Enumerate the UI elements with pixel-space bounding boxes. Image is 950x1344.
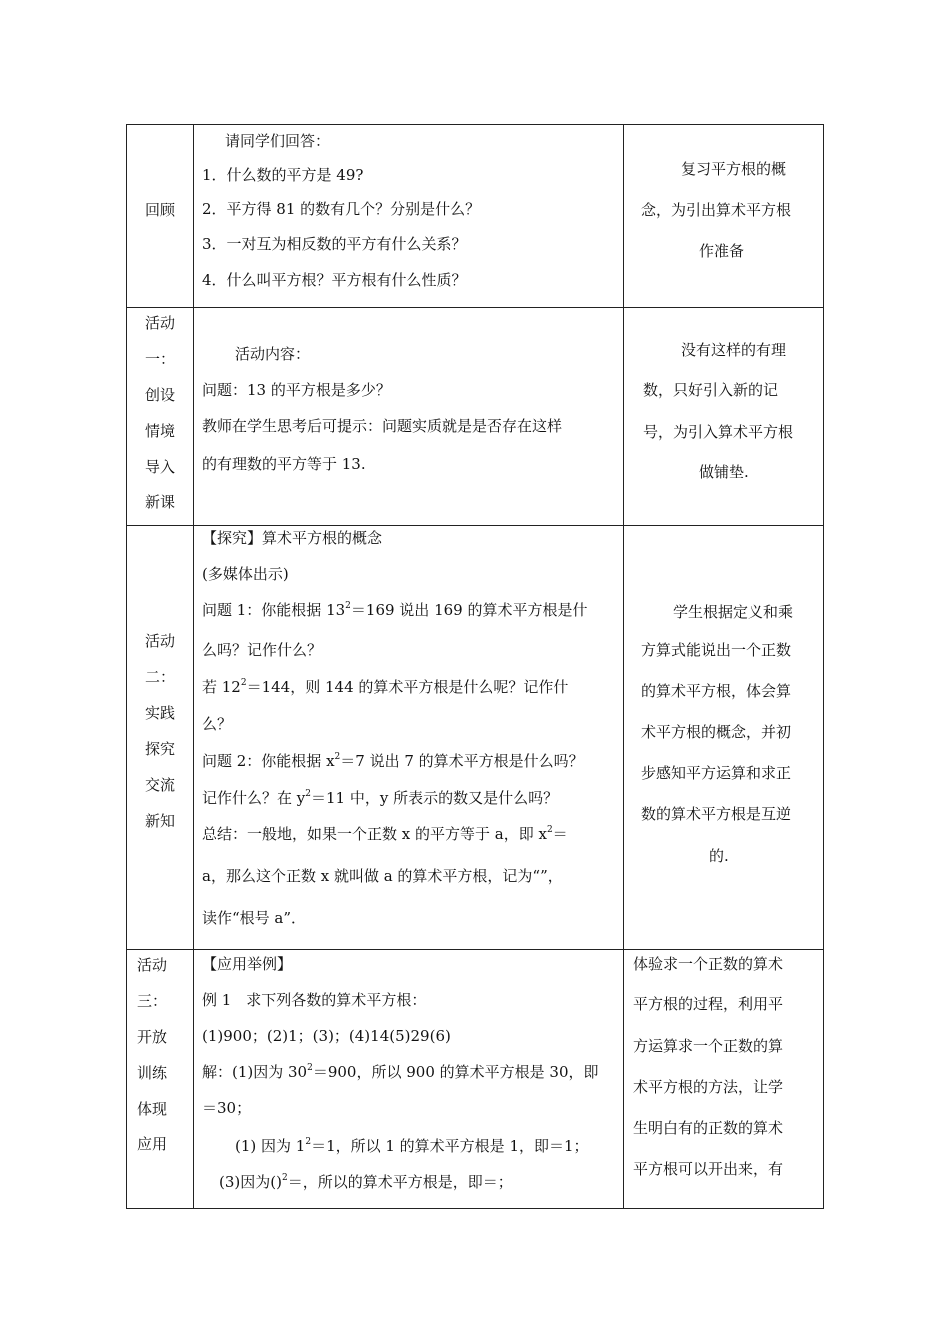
content-line: 问题 1：你能根据 $13^2=169$ 说出 169 的算术平方根是什 — [202, 601, 588, 619]
row-label: 应用 — [137, 1135, 168, 1153]
lesson-plan-table — [126, 124, 824, 1209]
content-line: 活动内容： — [235, 345, 311, 363]
note-line: 数的算术平方根是互逆 — [641, 805, 792, 823]
row-label: 一： — [144, 350, 175, 368]
note-line: 方算式能说出一个正数 — [641, 641, 792, 659]
row-label-cell — [127, 950, 193, 1208]
note-line: 平方根的过程，利用平 — [633, 995, 784, 1013]
section-heading: 【应用举例】 — [202, 955, 293, 973]
note-line: 复习平方根的概 — [681, 160, 787, 178]
content-line: 1．什么数的平方是 49? — [202, 166, 364, 184]
content-line: (3)因为()$^2$＝，所以的算术平方根是，即＝； — [219, 1173, 513, 1191]
row-label: 实践 — [144, 704, 175, 722]
row-label: 探究 — [144, 740, 175, 758]
note-line: 术平方根的方法，让学 — [633, 1078, 784, 1096]
row-note-cell — [623, 526, 825, 949]
row-content-cell — [193, 308, 623, 525]
note-line: 的. — [709, 847, 729, 865]
note-line: 作准备 — [699, 242, 745, 260]
row-label: 二： — [144, 668, 175, 686]
row-note-cell — [623, 308, 825, 525]
content-line: 2．平方得 81 的数有几个？分别是什么？ — [202, 200, 481, 218]
content-line: 例 1 求下列各数的算术平方根： — [202, 991, 427, 1009]
row-label: 交流 — [144, 776, 175, 794]
note-line: 方运算求一个正数的算 — [633, 1037, 784, 1055]
row-label: 回顾 — [144, 201, 175, 219]
row-label: 情境 — [144, 422, 175, 440]
row-note-cell — [623, 950, 825, 1208]
content-line: (1)900；(2)1；(3)；(4)14(5)29(6) — [202, 1027, 451, 1045]
note-line: 步感知平方运算和求正 — [641, 764, 792, 782]
row-label: 创设 — [144, 386, 175, 404]
content-line: (多媒体出示) — [202, 565, 289, 583]
row-content-cell — [193, 950, 623, 1208]
content-line: 问题 2：你能根据 $x^2=7$ 说出 7 的算术平方根是什么吗？ — [202, 752, 584, 770]
row-content-cell — [193, 125, 623, 307]
content-line: 3．一对互为相反数的平方有什么关系？ — [202, 235, 467, 253]
section-heading: 【探究】算术平方根的概念 — [202, 529, 383, 547]
note-line: 念，为引出算术平方根 — [641, 201, 792, 219]
content-line: 读作“根号 a”． — [202, 909, 307, 927]
content-line: 记作什么？在 $y^2=11$ 中，y 所表示的数又是什么吗？ — [202, 789, 559, 807]
note-line: 数，只好引入新的记 — [643, 381, 779, 399]
table-row-activity-1 — [127, 307, 823, 525]
note-line: 术平方根的概念，并初 — [641, 723, 792, 741]
row-label-cell — [127, 125, 193, 307]
table-row-activity-2 — [127, 525, 823, 949]
row-label: 体现 — [137, 1100, 168, 1118]
row-label: 活动 — [144, 632, 175, 650]
content-line: 教师在学生思考后可提示：问题实质就是是否存在这样 — [202, 417, 563, 435]
note-line: 做铺垫. — [699, 463, 749, 481]
row-label: 活动 — [144, 314, 175, 332]
content-line: 么吗？记作什么？ — [202, 641, 323, 659]
content-line: 解：(1)因为 $30^2=900$，所以 900 的算术平方根是 30，即 — [202, 1063, 599, 1081]
note-line: 学生根据定义和乘 — [673, 603, 794, 621]
row-label-cell — [127, 526, 193, 949]
content-line: 4．什么叫平方根？平方根有什么性质？ — [202, 271, 467, 289]
note-line: 平方根可以开出来，有 — [633, 1160, 784, 1178]
content-line: 请同学们回答： — [225, 132, 331, 150]
row-label: 新课 — [144, 493, 175, 511]
content-line: 问题：13 的平方根是多少？ — [202, 381, 391, 399]
table-row-activity-3 — [127, 949, 823, 1208]
note-line: 号，为引入算术平方根 — [643, 423, 794, 441]
content-line: 若 $12^2=144$，则 144 的算术平方根是什么呢？记作什 — [202, 678, 569, 696]
row-label-cell — [127, 308, 193, 525]
note-line: 没有这样的有理 — [681, 341, 787, 359]
row-label: 导入 — [144, 458, 175, 476]
note-line: 生明白有的正数的算术 — [633, 1119, 784, 1137]
row-note-cell — [623, 125, 825, 307]
content-line: 的有理数的平方等于 13. — [202, 455, 366, 473]
row-label: 三： — [137, 992, 168, 1010]
table-row-review — [127, 125, 823, 307]
content-line: a，那么这个正数 x 就叫做 a 的算术平方根，记为“”， — [202, 867, 563, 885]
content-line: (1) 因为 $1^2=1$，所以 1 的算术平方根是 1，即＝1； — [235, 1137, 589, 1155]
row-label: 新知 — [144, 812, 175, 830]
row-content-cell — [193, 526, 623, 949]
content-line: ＝30； — [202, 1099, 252, 1117]
note-line: 体验求一个正数的算术 — [633, 955, 784, 973]
row-label: 活动 — [137, 956, 168, 974]
row-label: 开放 — [137, 1028, 168, 1046]
content-line: 么？ — [202, 715, 233, 733]
content-line: 总结：一般地，如果一个正数 x 的平方等于 a，即 $x^2=$ — [202, 825, 568, 843]
row-label: 训练 — [137, 1064, 168, 1082]
note-line: 的算术平方根，体会算 — [641, 682, 792, 700]
